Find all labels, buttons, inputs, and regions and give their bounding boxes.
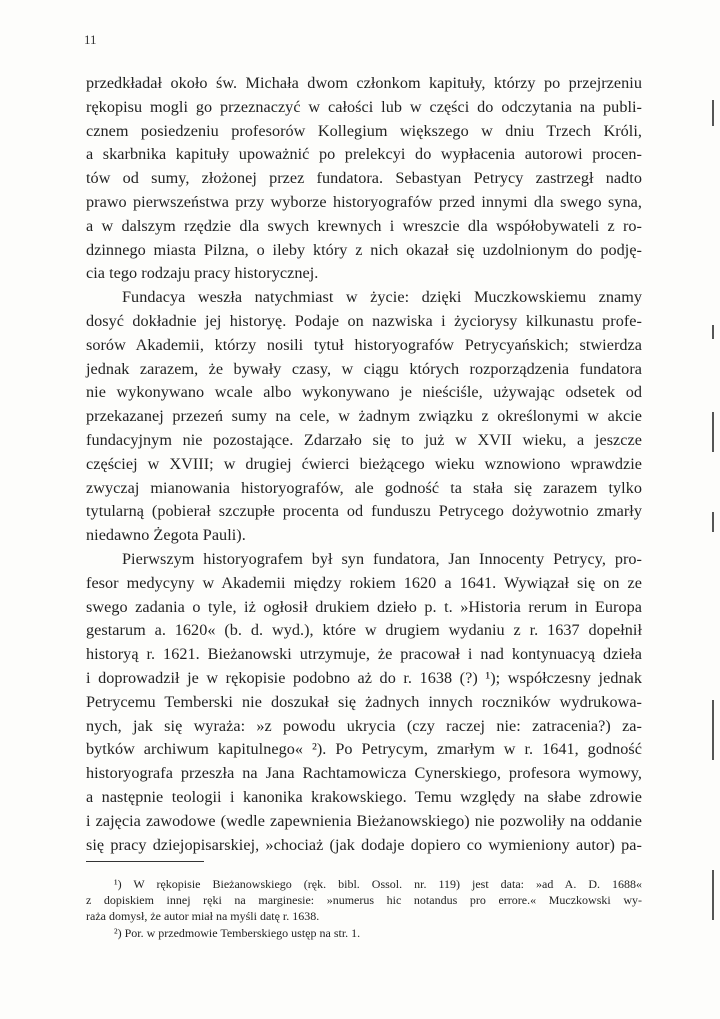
text-line: a następnie teologii i kanonika krakowskiego. Temu względy na słabe zdrowie <box>86 787 642 806</box>
text-line: prawo pierwszeństwa przy wyborze historyografów przed innymi dla swego syna, <box>86 192 642 211</box>
text-line: Petrycemu Temberski nie doszukał się żadnych innych roczników wydrukowa- <box>86 692 642 711</box>
body-text <box>86 72 642 857</box>
text-line: nych, jak się wyraża: »z powodu ukrycia (czy raczej nie: zatracenia?) za- <box>86 716 642 735</box>
text-line: tów od sumy, złożonej przez fundatora. Sebastyan Petrycy zastrzegł nadto <box>86 169 642 188</box>
text-line: tytularną (pobierał szczupłe procenta od funduszu Petrycego dożywotnio zmarły <box>86 502 642 521</box>
text-line: cznem posiedzeniu profesorów Kollegium większego w dniu Trzech Króli, <box>86 121 642 140</box>
scan-edge-mark <box>712 325 714 339</box>
scan-edge-mark <box>712 100 714 126</box>
footnote-line: ²) Por. w przedmowie Temberskiego ustęp na str. 1. <box>114 925 361 940</box>
text-line: i zajęcia zawodowe (wedle zapewnienia Bieżanowskiego) nie pozwoliły na oddanie <box>86 811 642 830</box>
text-line: a skarbnika kapituły upoważnić po prelekcyi do wypłacenia autorowi procen- <box>86 145 642 164</box>
text-line: przedkładał około św. Michała dwom członkom kapituły, którzy po przejrzeniu <box>86 74 642 92</box>
text-line: cia tego rodzaju pracy historycznej. <box>86 264 319 283</box>
page-number: 11 <box>84 32 97 47</box>
footnote-line: ¹) W rękopisie Bieżanowskiego (ręk. bibl. Ossol. nr. 119) jest data: »ad A. D. 1688« <box>114 877 642 891</box>
text-line: historyą r. 1621. Bieżanowski utrzymuje, że pracował i nad kontynuacyą dzieła <box>86 645 642 664</box>
text-line: bytków archiwum kapitulnego« ²). Po Petrycym, zmarłym w r. 1641, godność <box>86 740 642 759</box>
text-line: się pracy dziejopisarskiej, »chociaż (jak dodaje dopiero co wymieniony autor) pa- <box>86 835 642 854</box>
text-line: fundacyjnym nie pozostające. Zdarzało się to już w XVII wieku, a jeszcze <box>86 430 642 449</box>
footnote-line: raża domysł, że autor miał na myśli datę r. 1638. <box>86 909 320 924</box>
text-line: rękopisu mogli go przeznaczyć w całości lub w części do odczytania na publi- <box>86 97 642 116</box>
text-line: częściej w XVIII; w drugiej ćwierci bieżącego wieku wznowiono wprawdzie <box>86 454 642 473</box>
text-line: niedawno Żegota Pauli). <box>86 526 246 545</box>
text-line: zwyczaj mianowania historyografów, ale godność ta stała się zarazem tylko <box>86 478 642 497</box>
text-line: swego zadania o tyle, iż ogłosił drukiem dzieło p. t. »Historia rerum in Europa <box>86 597 642 616</box>
footnote-line: z dopiskiem innej ręki na marginesie: »numerus hic notandus pro errore.« Muczkowski wy- <box>86 893 642 908</box>
paragraph-first-line: Pierwszym historyografem był syn fundatora, Jan Innocenty Petrycy, pro- <box>122 549 642 568</box>
text-line: gestarum a. 1620« (b. d. wyd.), które w drugiem wydaniu z r. 1637 dopełnił <box>86 621 642 640</box>
text-line: sorów Akademii, którzy nosili tytuł historyografów Petrycyańskich; stwierdza <box>86 335 642 354</box>
footnotes <box>86 876 642 941</box>
scan-edge-mark <box>712 412 714 452</box>
scan-edge-mark <box>712 870 714 920</box>
text-line: przekazanej przezeń sumy na cele, w żadnym związku z określonymi w akcie <box>86 407 642 426</box>
paragraph-first-line: Fundacya weszła natychmiast w życie: dzięki Muczkowskiemu znamy <box>122 288 642 307</box>
scan-edge-mark <box>712 700 714 760</box>
scan-edge-mark <box>712 512 714 532</box>
text-line: fesor medycyny w Akademii między rokiem 1620 a 1641. Wywiązał się on ze <box>86 573 642 592</box>
footnote-divider <box>86 861 204 862</box>
text-line: dzinnego miasta Pilzna, o ileby który z nich okazał się uzdolnionym do podję- <box>86 240 642 259</box>
text-line: jednak zarazem, że bywały czasy, w ciągu których rozporządzenia fundatora <box>86 359 642 378</box>
text-line: a w dalszym rzędzie dla swych krewnych i wreszcie dla współobywateli z ro- <box>86 216 642 235</box>
text-line: nie wykonywano wcale albo wykonywano je nieściśle, używając odsetek od <box>86 383 642 402</box>
text-line: dosyć dokładnie jej historyę. Podaje on nazwiska i życiorysy kilkunastu profe- <box>86 311 642 330</box>
text-line: historyografa przeszła na Jana Rachtamowicza Cynerskiego, profesora wymowy, <box>86 764 642 783</box>
text-line: i doprowadził je w rękopisie podobno aż do r. 1638 (?) ¹); współczesny jednak <box>86 668 642 687</box>
